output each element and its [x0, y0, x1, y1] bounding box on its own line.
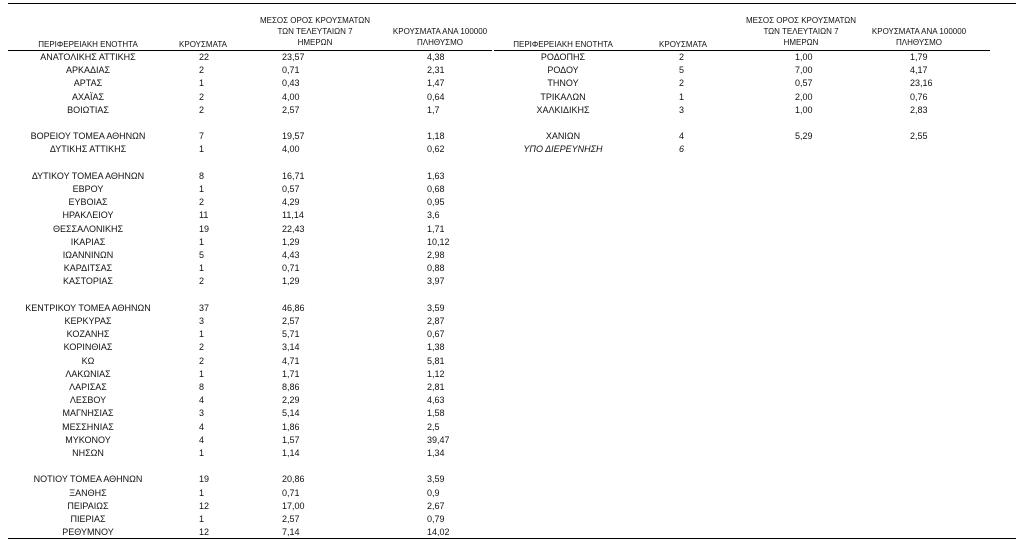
cases-cell: 1: [199, 236, 205, 247]
cases-cell: 2: [199, 65, 205, 76]
avg7-cell: 3,14: [282, 342, 300, 353]
per100k-cell: 3,59: [427, 302, 445, 313]
per100k-cell: 1,58: [427, 408, 445, 419]
region-cell: ΠΙΕΡΙΑΣ: [70, 514, 106, 524]
per100k-cell: 1,63: [427, 170, 445, 181]
per100k-cell: 2,83: [910, 104, 928, 115]
region-cell: ΚΕΝΤΡΙΚΟΥ ΤΟΜΕΑ ΑΘΗΝΩΝ: [25, 302, 151, 313]
per100k-cell: 39,47: [427, 434, 450, 445]
region-cell: ΝΟΤΙΟΥ ΤΟΜΕΑ ΑΘΗΝΩΝ: [33, 474, 143, 485]
avg7-cell: 20,86: [282, 474, 305, 485]
cases-cell: 11: [199, 210, 209, 221]
cases-cell: 3: [199, 316, 205, 326]
left-header-underline: [8, 50, 492, 51]
per100k-cell: 1,47: [427, 78, 445, 89]
left-header-per100k-line1: ΚΡΟΥΣΜΑΤΑ ΑΝΑ 100000: [392, 27, 488, 36]
region-cell: ΑΝΑΤΟΛΙΚΗΣ ΑΤΤΙΚΗΣ: [40, 52, 136, 62]
left-header-cases: ΚΡΟΥΣΜΑΤΑ: [179, 40, 227, 49]
cases-cell: 3: [679, 104, 685, 115]
cases-cell: 1: [199, 144, 205, 155]
avg7-cell: 4,29: [282, 197, 300, 208]
cases-cell: 2: [199, 355, 205, 366]
cases-cell: 2: [679, 78, 685, 89]
left-header-region: ΠΕΡΙΦΕΡΕΙΑΚΗ ΕΝΟΤΗΤΑ: [38, 40, 138, 49]
per100k-cell: 2,98: [427, 250, 445, 260]
avg7-cell: 23,57: [282, 52, 305, 62]
per100k-cell: 0,68: [427, 184, 445, 194]
per100k-cell: 0,79: [427, 514, 445, 524]
region-cell: ΛΕΣΒΟΥ: [69, 395, 107, 406]
avg7-cell: 0,71: [282, 263, 300, 274]
per100k-cell: 1,71: [427, 223, 445, 234]
region-cell: ΡΟΔΟΥ: [547, 65, 579, 76]
cases-cell: 1: [679, 91, 685, 102]
per100k-cell: 2,31: [427, 65, 445, 76]
cases-cell: 37: [199, 302, 210, 313]
avg7-cell: 1,29: [282, 236, 300, 247]
avg7-cell: 4,71: [282, 355, 300, 366]
per100k-cell: 10,12: [427, 236, 450, 247]
cases-cell: 1: [199, 78, 205, 89]
region-cell: ΜΕΣΣΗΝΙΑΣ: [62, 421, 114, 432]
avg7-cell: 46,86: [282, 302, 305, 313]
per100k-cell: 0,88: [427, 263, 445, 274]
cases-cell: 1: [199, 184, 205, 194]
region-cell: ΑΡΚΑΔΙΑΣ: [65, 65, 111, 76]
region-cell: ΛΑΡΙΣΑΣ: [69, 382, 107, 392]
cases-cell: 6: [679, 144, 685, 155]
cases-cell: 19: [199, 223, 210, 234]
per100k-cell: 5,81: [427, 355, 445, 366]
avg7-cell: 0,71: [282, 487, 300, 498]
avg7-cell: 4,00: [282, 144, 300, 155]
avg7-cell: 1,00: [795, 52, 813, 62]
avg7-cell: 5,71: [282, 329, 300, 340]
avg7-cell: 4,43: [282, 250, 300, 260]
avg7-cell: 1,57: [282, 434, 300, 445]
per100k-cell: 3,6: [427, 210, 440, 221]
cases-cell: 1: [199, 263, 205, 274]
avg7-cell: 1,71: [282, 368, 300, 379]
region-cell: ΚΟΡΙΝΘΙΑΣ: [63, 342, 113, 353]
region-cell: ΧΑΝΙΩΝ: [545, 131, 581, 142]
cases-cell: 1: [199, 329, 205, 340]
right-header-underline: [494, 50, 990, 51]
region-cell: ΗΡΑΚΛΕΙΟΥ: [62, 210, 114, 221]
cases-cell: 2: [199, 91, 205, 102]
per100k-cell: 3,59: [427, 474, 445, 485]
avg7-cell: 5,29: [795, 131, 813, 142]
region-cell: ΛΑΚΩΝΙΑΣ: [65, 368, 111, 379]
region-cell: ΥΠΟ ΔΙΕΡΕΥΝΗΣΗ: [523, 144, 603, 155]
left-header-avg7-line3: ΗΜΕΡΩΝ: [297, 38, 333, 47]
cases-cell: 5: [679, 65, 685, 76]
region-cell: ΚΩ: [81, 355, 95, 366]
per100k-cell: 4,38: [427, 52, 445, 62]
avg7-cell: 19,57: [282, 131, 305, 142]
region-cell: ΙΚΑΡΙΑΣ: [70, 236, 106, 247]
region-cell: ΤΡΙΚΑΛΩΝ: [540, 91, 586, 102]
avg7-cell: 0,71: [282, 65, 300, 76]
region-cell: ΜΥΚΟΝΟΥ: [65, 434, 111, 445]
left-header-avg7-line1: ΜΕΣΟΣ ΟΡΟΣ ΚΡΟΥΣΜΑΤΩΝ: [259, 16, 371, 25]
left-header-avg7-line2: ΤΩΝ ΤΕΛΕΥΤΑΙΩΝ 7: [277, 27, 353, 36]
cases-cell: 8: [199, 382, 205, 392]
cases-cell: 4: [199, 421, 205, 432]
cases-cell: 12: [199, 500, 210, 511]
region-cell: ΚΟΖΑΝΗΣ: [66, 329, 110, 340]
avg7-cell: 0,57: [795, 78, 813, 89]
region-cell: ΙΩΑΝΝΙΝΩΝ: [62, 250, 114, 260]
per100k-cell: 2,67: [427, 500, 445, 511]
region-cell: ΜΑΓΝΗΣΙΑΣ: [62, 408, 114, 419]
right-header-per100k-line1: ΚΡΟΥΣΜΑΤΑ ΑΝΑ 100000: [871, 27, 967, 36]
per100k-cell: 1,18: [427, 131, 445, 142]
left-header-per100k-line2: ΠΛΗΘΥΣΜΟ: [416, 38, 464, 47]
region-cell: ΞΑΝΘΗΣ: [69, 487, 107, 498]
per100k-cell: 0,67: [427, 329, 445, 340]
region-cell: ΠΕΙΡΑΙΩΣ: [67, 500, 109, 511]
per100k-cell: 2,5: [427, 421, 440, 432]
per100k-cell: 1,79: [910, 52, 928, 62]
per100k-cell: 0,95: [427, 197, 445, 208]
region-cell: ΡΟΔΟΠΗΣ: [540, 52, 586, 62]
avg7-cell: 4,00: [282, 91, 300, 102]
avg7-cell: 0,57: [282, 184, 300, 194]
per100k-cell: 2,87: [427, 316, 445, 326]
region-cell: ΑΡΤΑΣ: [73, 78, 103, 89]
per100k-cell: 0,64: [427, 91, 445, 102]
per100k-cell: 14,02: [427, 527, 450, 538]
region-cell: ΒΟΙΩΤΙΑΣ: [67, 104, 109, 115]
per100k-cell: 2,55: [910, 131, 928, 142]
region-cell: ΚΑΡΔΙΤΣΑΣ: [63, 263, 113, 274]
cases-cell: 5: [199, 250, 205, 260]
avg7-cell: 22,43: [282, 223, 305, 234]
cases-cell: 2: [199, 104, 205, 115]
cases-cell: 7: [199, 131, 205, 142]
cases-cell: 1: [199, 487, 205, 498]
per100k-cell: 3,97: [427, 276, 445, 287]
avg7-cell: 2,00: [795, 91, 813, 102]
avg7-cell: 1,14: [282, 448, 300, 458]
right-header-avg7-line1: ΜΕΣΟΣ ΟΡΟΣ ΚΡΟΥΣΜΑΤΩΝ: [745, 16, 857, 25]
per100k-cell: 4,63: [427, 395, 445, 406]
right-header-region: ΠΕΡΙΦΕΡΕΙΑΚΗ ΕΝΟΤΗΤΑ: [513, 40, 613, 49]
avg7-cell: 17,00: [282, 500, 305, 511]
per100k-cell: 23,16: [910, 78, 933, 89]
per100k-cell: 0,9: [427, 487, 440, 498]
per100k-cell: 4,17: [910, 65, 928, 76]
region-cell: ΔΥΤΙΚΗΣ ΑΤΤΙΚΗΣ: [49, 144, 127, 155]
avg7-cell: 1,29: [282, 276, 300, 287]
avg7-cell: 1,00: [795, 104, 813, 115]
region-cell: ΧΑΛΚΙΔΙΚΗΣ: [536, 104, 590, 115]
cases-cell: 19: [199, 474, 210, 485]
cases-cell: 1: [199, 368, 205, 379]
avg7-cell: 2,57: [282, 104, 300, 115]
cases-cell: 4: [679, 131, 685, 142]
cases-cell: 2: [199, 197, 205, 208]
right-header-cases: ΚΡΟΥΣΜΑΤΑ: [659, 40, 707, 49]
cases-cell: 2: [679, 52, 685, 62]
per100k-cell: 1,34: [427, 448, 445, 458]
per100k-cell: 0,62: [427, 144, 445, 155]
avg7-cell: 7,14: [282, 527, 300, 538]
cases-cell: 8: [199, 170, 205, 181]
cases-cell: 4: [199, 434, 205, 445]
avg7-cell: 16,71: [282, 170, 305, 181]
per100k-cell: 1,12: [427, 368, 445, 379]
cases-cell: 2: [199, 276, 205, 287]
region-cell: ΚΑΣΤΟΡΙΑΣ: [63, 276, 113, 287]
right-header-avg7-line2: ΤΩΝ ΤΕΛΕΥΤΑΙΩΝ 7: [763, 27, 839, 36]
cases-cell: 1: [199, 514, 205, 524]
region-cell: ΕΒΡΟΥ: [72, 184, 104, 194]
per100k-cell: 2,81: [427, 382, 445, 392]
avg7-cell: 7,00: [795, 65, 813, 76]
avg7-cell: 5,14: [282, 408, 300, 419]
per100k-cell: 0,76: [910, 91, 928, 102]
avg7-cell: 2,29: [282, 395, 300, 406]
cases-cell: 3: [199, 408, 205, 419]
region-cell: ΤΗΝΟΥ: [547, 78, 579, 89]
avg7-cell: 8,86: [282, 382, 300, 392]
avg7-cell: 2,57: [282, 514, 300, 524]
cases-cell: 2: [199, 342, 205, 353]
cases-cell: 4: [199, 395, 205, 406]
right-header-per100k-line2: ΠΛΗΘΥΣΜΟ: [895, 38, 943, 47]
per100k-cell: 1,7: [427, 104, 440, 115]
region-cell: ΚΕΡΚΥΡΑΣ: [64, 316, 112, 326]
region-cell: ΔΥΤΙΚΟΥ ΤΟΜΕΑ ΑΘΗΝΩΝ: [31, 170, 145, 181]
region-cell: ΝΗΣΩΝ: [72, 448, 104, 458]
cases-cell: 1: [199, 448, 205, 458]
right-header-avg7-line3: ΗΜΕΡΩΝ: [783, 38, 819, 47]
top-border-line: [8, 3, 1016, 4]
region-cell: ΑΧΑΪΑΣ: [71, 91, 105, 102]
region-cell: ΕΥΒΟΙΑΣ: [68, 197, 108, 208]
region-cell: ΒΟΡΕΙΟΥ ΤΟΜΕΑ ΑΘΗΝΩΝ: [30, 131, 146, 142]
region-cell: ΘΕΣΣΑΛΟΝΙΚΗΣ: [52, 223, 124, 234]
per100k-cell: 1,38: [427, 342, 445, 353]
cases-cell: 12: [199, 527, 210, 538]
region-cell: ΡΕΘΥΜΝΟΥ: [62, 527, 114, 538]
avg7-cell: 2,57: [282, 316, 300, 326]
avg7-cell: 1,86: [282, 421, 300, 432]
cases-cell: 22: [199, 52, 210, 62]
avg7-cell: 0,43: [282, 78, 300, 89]
avg7-cell: 11,14: [282, 210, 304, 221]
